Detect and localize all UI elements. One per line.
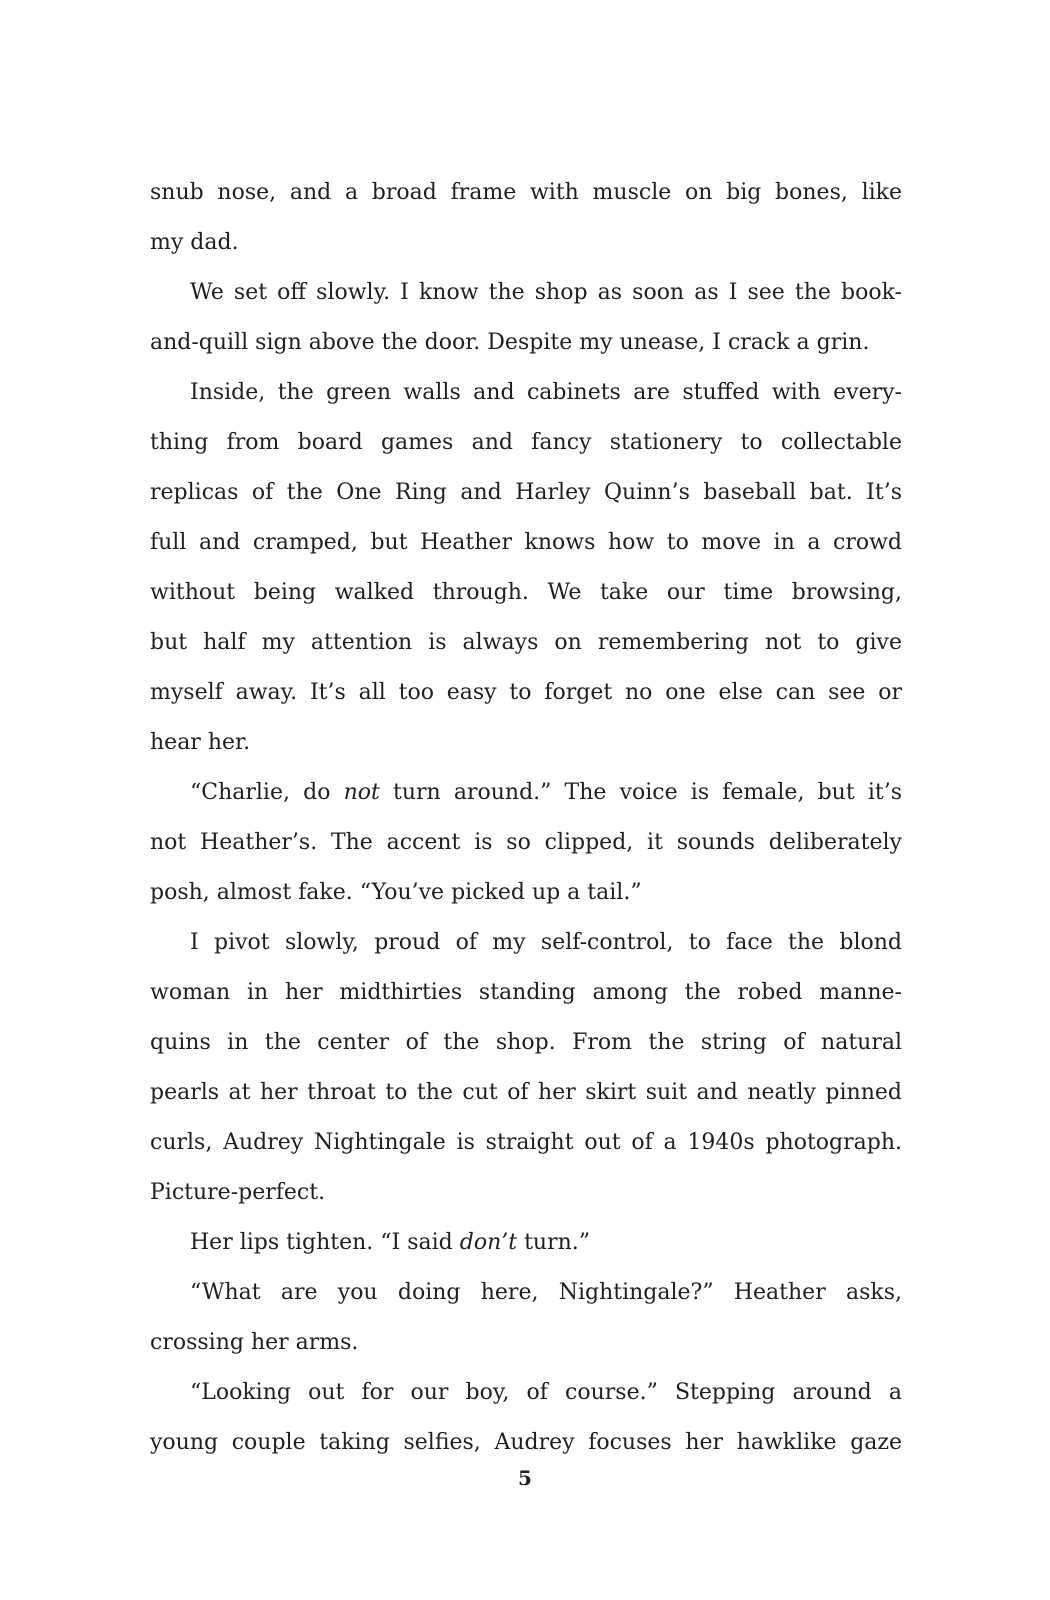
text-line: thing from board games and fancy stationery to collectable bbox=[150, 430, 902, 455]
text-line: my dad. bbox=[150, 230, 239, 255]
text-line: snub nose, and a broad frame with muscle on big bones, like bbox=[150, 180, 902, 205]
italic-emphasis: not bbox=[343, 780, 380, 805]
page-number: 5 bbox=[518, 1466, 532, 1490]
text-line: Her lips tighten. “I said don’t turn.” bbox=[190, 1230, 591, 1255]
text-line: We set off slowly. I know the shop as soon as I see the book- bbox=[190, 280, 902, 305]
text-line: crossing her arms. bbox=[150, 1330, 359, 1355]
body-text bbox=[150, 168, 902, 1468]
text-line: myself away. It’s all too easy to forget no one else can see or bbox=[150, 680, 902, 705]
text-line: curls, Audrey Nightingale is straight out of a 1940s photograph. bbox=[150, 1130, 902, 1155]
text-line: hear her. bbox=[150, 730, 251, 755]
text-line: replicas of the One Ring and Harley Quinn’s baseball bat. It’s bbox=[150, 480, 902, 505]
text-line: posh, almost fake. “You’ve picked up a tail.” bbox=[150, 880, 642, 905]
text-line: Inside, the green walls and cabinets are stuffed with every- bbox=[190, 380, 902, 405]
text-line: pearls at her throat to the cut of her skirt suit and neatly pinned bbox=[150, 1080, 902, 1105]
text-line: without being walked through. We take our time browsing, bbox=[150, 580, 902, 605]
text-line: Picture-perfect. bbox=[150, 1180, 326, 1205]
text-line: “Looking out for our boy, of course.” Stepping around a bbox=[190, 1380, 902, 1405]
text-line: “Charlie, do not turn around.” The voice is female, but it’s bbox=[190, 780, 902, 805]
text-line: quins in the center of the shop. From the string of natural bbox=[150, 1030, 902, 1055]
italic-emphasis: don’t bbox=[459, 1230, 518, 1255]
text-line: young couple taking selfies, Audrey focuses her hawklike gaze bbox=[150, 1430, 902, 1455]
text-line: and-quill sign above the door. Despite my unease, I crack a grin. bbox=[150, 330, 870, 355]
text-line: “What are you doing here, Nightingale?” Heather asks, bbox=[190, 1280, 902, 1305]
text-line: I pivot slowly, proud of my self-control, to face the blond bbox=[190, 930, 902, 955]
text-line: but half my attention is always on remembering not to give bbox=[150, 630, 902, 655]
text-line: woman in her midthirties standing among the robed manne- bbox=[150, 980, 902, 1005]
text-line: full and cramped, but Heather knows how to move in a crowd bbox=[150, 530, 902, 555]
text-line: not Heather’s. The accent is so clipped, it sounds deliberately bbox=[150, 830, 902, 855]
